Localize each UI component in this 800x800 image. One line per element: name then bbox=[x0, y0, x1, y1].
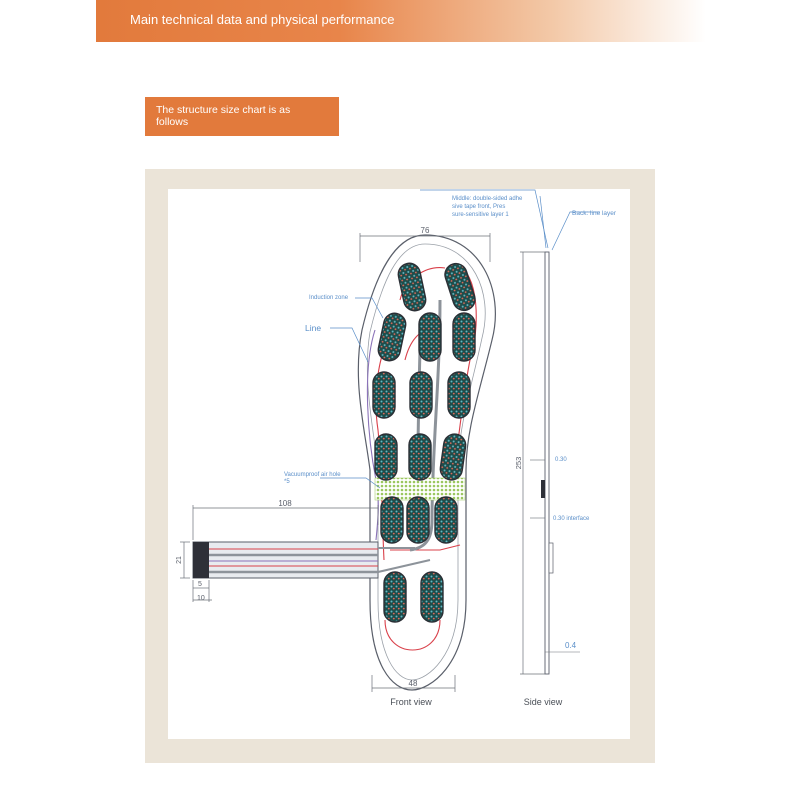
front-view-caption: Front view bbox=[390, 697, 432, 707]
callout-back: Back: line layer bbox=[572, 210, 617, 217]
dim-width-bottom: 48 bbox=[408, 679, 418, 688]
sensor-pad bbox=[439, 433, 467, 482]
dim-tail-length: 108 bbox=[278, 499, 292, 508]
sensor-pad bbox=[396, 261, 427, 313]
dim-side-b: 0.30 interface bbox=[553, 516, 590, 522]
callout-line: Line bbox=[305, 323, 322, 333]
section-label: The structure size chart is as follows bbox=[156, 104, 291, 128]
sensor-pad bbox=[421, 572, 443, 622]
side-view bbox=[420, 190, 617, 674]
sensor-pad bbox=[373, 372, 395, 418]
sensor-pad bbox=[409, 434, 431, 480]
sensor-pad bbox=[381, 497, 403, 543]
dim-side-a: 0.30 bbox=[555, 457, 567, 463]
purple-traces bbox=[367, 330, 378, 540]
callout-vent: Vacuumproof air hole bbox=[284, 472, 341, 478]
sensor-pad bbox=[453, 313, 475, 361]
callout-middle-1: Middle: double-sided adhe bbox=[452, 196, 523, 202]
callout-vent-note: *5 bbox=[284, 479, 290, 485]
sensor-pad bbox=[407, 497, 429, 543]
sensor-pads bbox=[373, 261, 478, 622]
sensor-pad bbox=[435, 497, 457, 543]
sensor-pad bbox=[448, 372, 470, 418]
sensor-pad bbox=[419, 313, 441, 361]
callout-middle-2: sive tape front, Pres bbox=[452, 204, 506, 210]
dim-width-top: 76 bbox=[420, 226, 430, 235]
sensor-pad bbox=[384, 572, 406, 622]
sensor-pad bbox=[410, 372, 432, 418]
header-title: Main technical data and physical performance bbox=[130, 12, 395, 27]
dim-tail-b: 10 bbox=[197, 595, 205, 602]
dim-height-total: 253 bbox=[514, 456, 523, 470]
side-view-caption: Side view bbox=[523, 697, 563, 707]
dim-thickness: 0.4 bbox=[565, 641, 577, 650]
callout-induction: Induction zone bbox=[309, 295, 349, 301]
sensor-pad bbox=[375, 434, 397, 480]
callout-middle-3: sure-sensitive layer 1 bbox=[452, 212, 509, 218]
sensor-pad bbox=[376, 311, 407, 363]
dim-tail-width: 21 bbox=[176, 556, 183, 564]
dim-tail-a: 5 bbox=[198, 581, 202, 588]
